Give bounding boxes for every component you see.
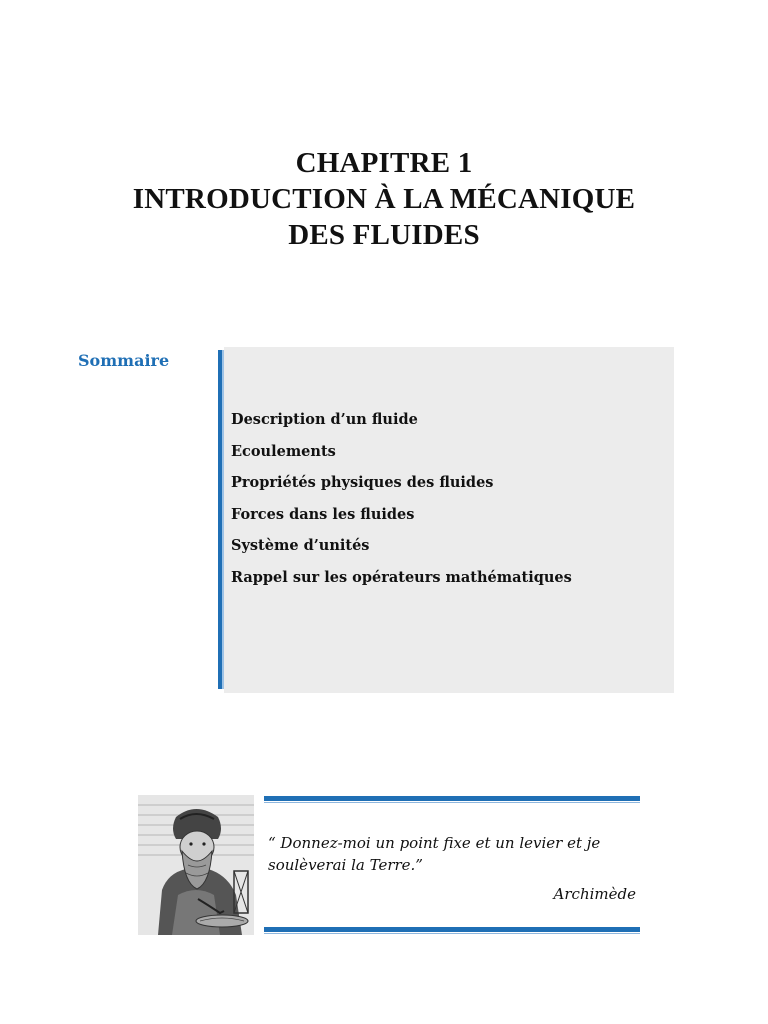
chapter-title [0, 145, 768, 253]
toc-list [231, 408, 572, 597]
toc-item[interactable]: Ecoulements [231, 442, 336, 460]
archimedes-portrait-icon [138, 795, 254, 935]
toc-item[interactable]: Système d’unités [231, 537, 370, 554]
chapter-title-line-2: DES FLUIDES [288, 219, 480, 251]
quote-bottom-rule [264, 927, 640, 932]
quote-top-rule [264, 796, 640, 801]
quote-text: “ Donnez-moi un point fixe et un levier et je soulèverai la Terre.” [268, 834, 601, 874]
chapter-title-line-1: INTRODUCTION À LA MÉCANIQUE [132, 183, 636, 215]
toc-item[interactable]: Rappel sur les opérateurs mathématiques [231, 568, 572, 586]
toc-item[interactable]: Propriétés physiques des fluides [231, 474, 494, 491]
toc-item[interactable]: Forces dans les fluides [231, 505, 415, 523]
chapter-number: CHAPITRE 1 [295, 147, 473, 179]
sommaire-heading: Sommaire [78, 351, 170, 370]
toc-accent-bar-inner [222, 350, 224, 689]
toc-item[interactable]: Description d’un fluide [231, 411, 418, 428]
quote-author: Archimède [553, 885, 636, 903]
